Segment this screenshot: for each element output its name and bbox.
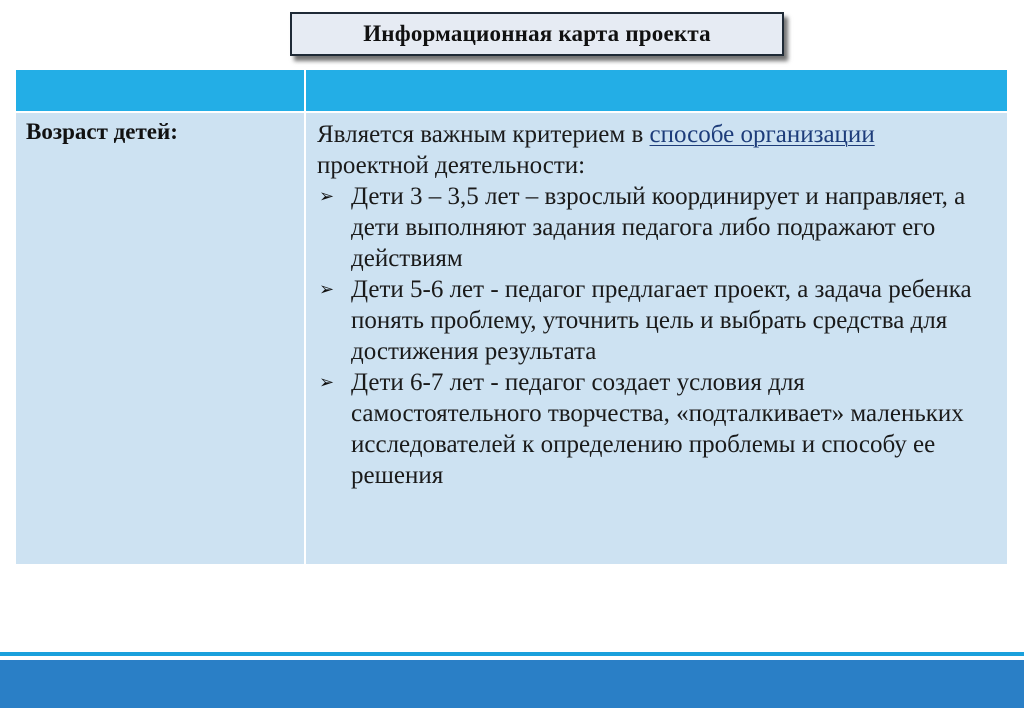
- header-cell-2: [306, 70, 1007, 111]
- footer-bar: [0, 660, 1024, 708]
- row-content-cell: [306, 113, 1007, 564]
- list-item-text: Дети 5-6 лет - педагог предлагает проект, а задача ребенка понять проблему, уточнить цель и выбрать средства для достижения результата: [351, 276, 972, 365]
- page-title: Информационная карта проекта: [363, 21, 711, 46]
- row-label-cell: [16, 113, 306, 564]
- arrow-bullet-icon: ➢: [319, 186, 335, 206]
- list-item-text: Дети 6-7 лет - педагог создает условия для самостоятельного творчества, «подталкивает» маленьких исследователей к определению проблемы и способу ее решения: [351, 369, 964, 489]
- arrow-bullet-icon: ➢: [319, 372, 335, 392]
- list-item: [317, 181, 977, 274]
- intro-text-end: проектной деятельности:: [317, 152, 586, 179]
- list-item: [317, 274, 977, 367]
- row-content: [317, 119, 977, 491]
- organization-link[interactable]: способе организации: [649, 121, 875, 148]
- footer-divider: [0, 652, 1024, 656]
- list-item: [317, 367, 977, 491]
- row-label: Возраст детей:: [26, 119, 178, 144]
- intro-text: Является важным критерием в: [317, 121, 650, 148]
- list-item-text: Дети 3 – 3,5 лет – взрослый координирует и направляет, а дети выполняют задания педагога либо подражают его действиям: [351, 183, 966, 272]
- header-cell-1: [16, 70, 306, 111]
- intro-paragraph: [317, 119, 977, 181]
- arrow-bullet-icon: ➢: [319, 279, 335, 299]
- table-header-row: [16, 70, 1007, 111]
- table-row: [16, 113, 1007, 564]
- title-box: [290, 12, 784, 56]
